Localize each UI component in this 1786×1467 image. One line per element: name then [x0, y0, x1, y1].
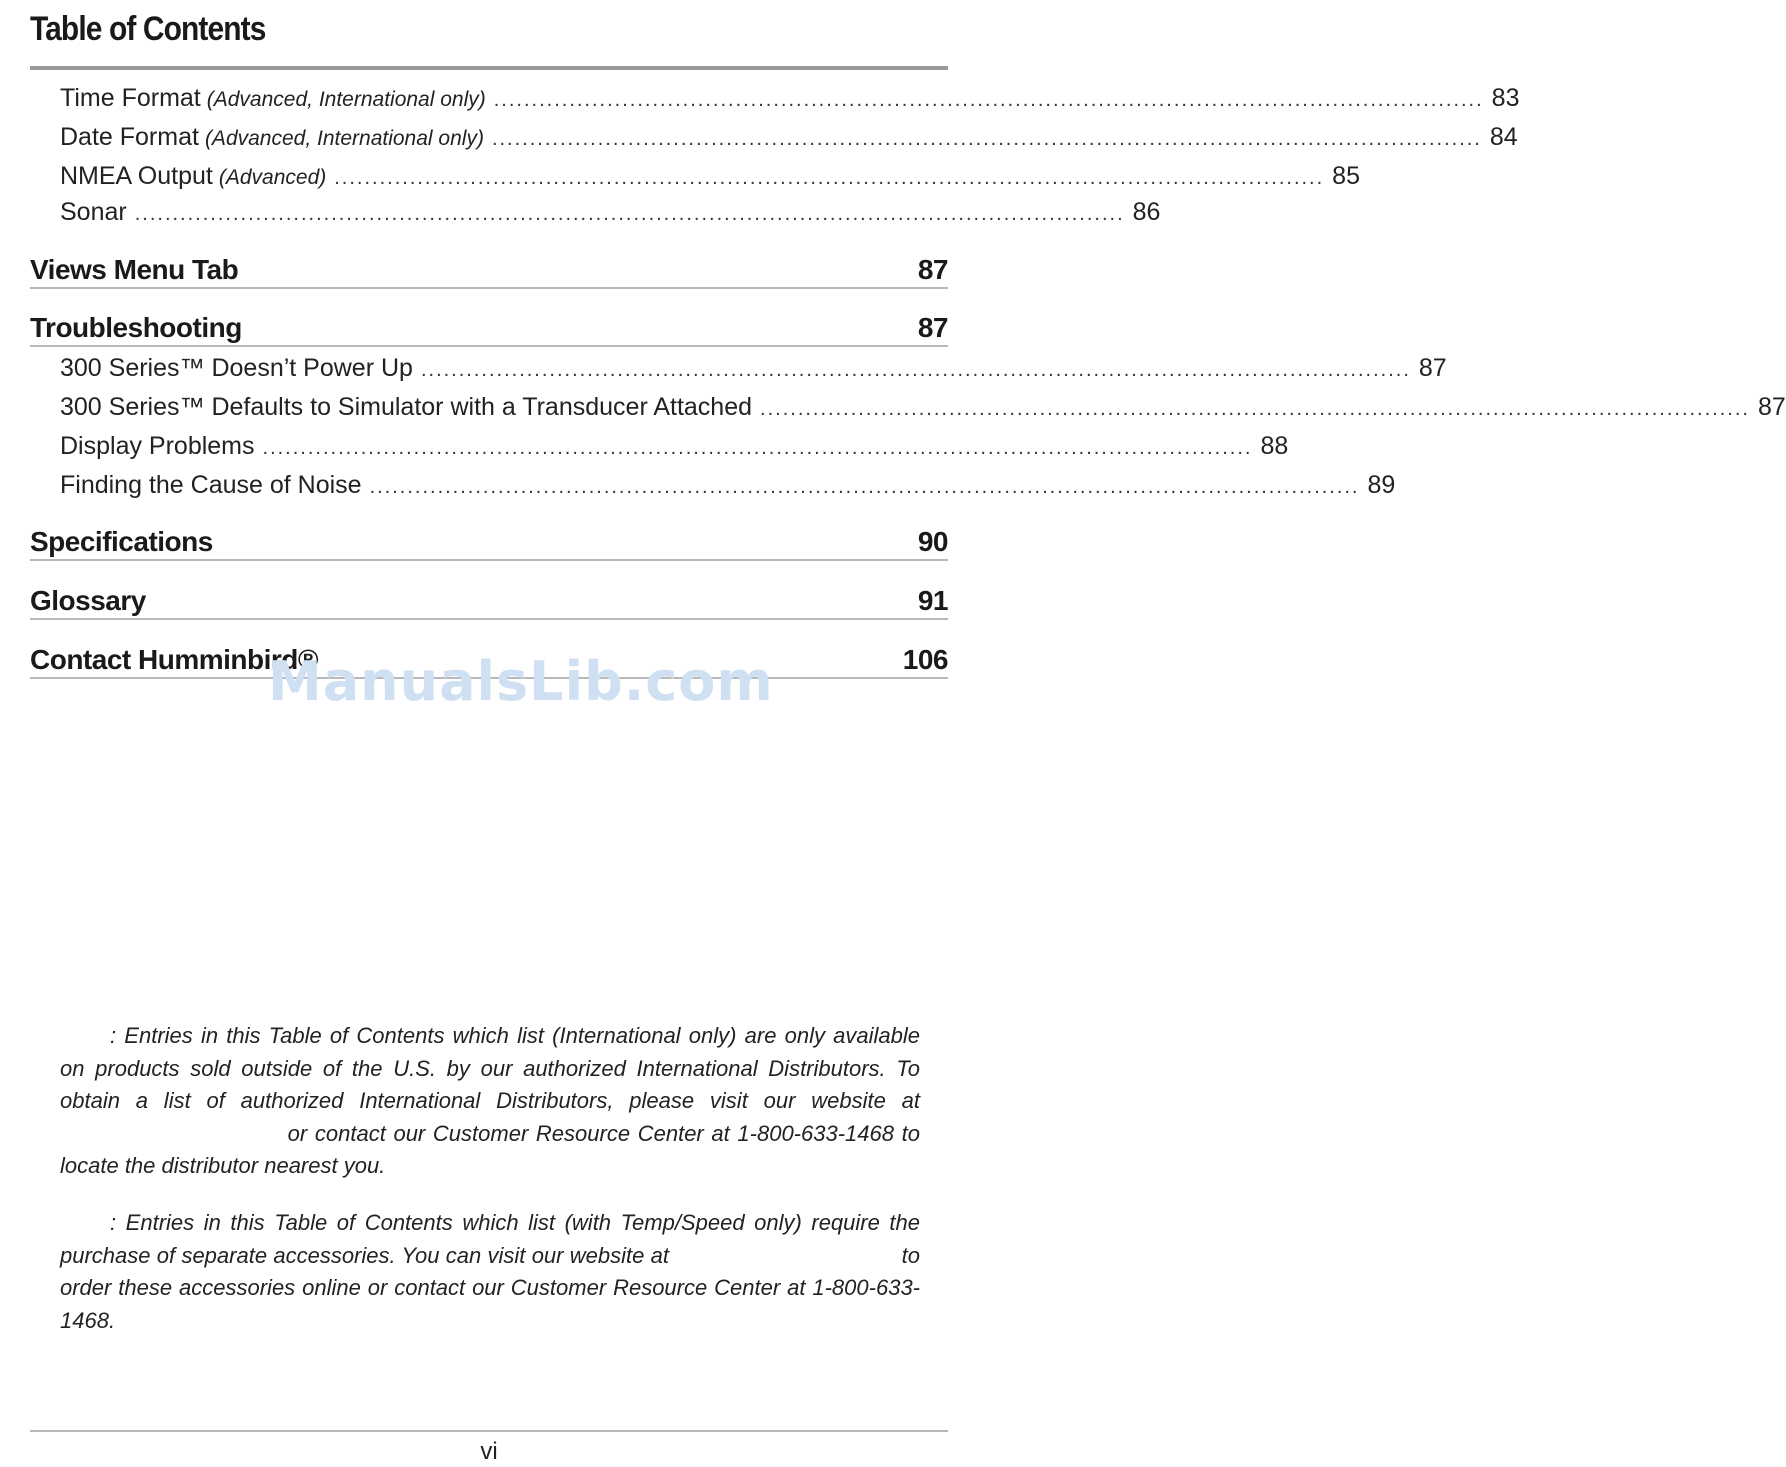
page-title: Table of Contents	[30, 10, 266, 48]
entry-note: (Advanced, International only)	[204, 127, 484, 150]
footer-divider	[30, 1430, 948, 1432]
section-divider	[30, 559, 948, 561]
leader-dots: ...................................................................................................................................	[760, 398, 1750, 420]
note-accessories	[60, 1207, 920, 1337]
entry-page-number: 85	[1332, 162, 1360, 190]
watermark: ManualsLib.com	[268, 650, 774, 713]
page-number: vi	[480, 1438, 498, 1465]
entry-page-number: 87	[1757, 393, 1786, 421]
section-divider	[30, 618, 948, 620]
toc-section-troubleshooting[interactable]	[30, 308, 948, 344]
toc-section-specifications[interactable]	[30, 522, 948, 558]
toc-entry-doesnt-power-up[interactable]	[60, 354, 1447, 386]
entry-label: 300 Series™ Defaults to Simulator with a Transducer Attached	[60, 393, 753, 421]
toc-entry-display-problems[interactable]	[60, 432, 1289, 464]
toc-entry-cause-of-noise[interactable]	[60, 471, 1396, 503]
section-divider	[30, 345, 948, 347]
entry-note: (Advanced, International only)	[206, 88, 486, 111]
section-page-number: 87	[917, 312, 948, 343]
title-divider	[30, 66, 948, 70]
entry-page-number: 84	[1489, 123, 1518, 151]
section-title: Glossary	[30, 585, 146, 616]
toc-entry-date-format[interactable]	[60, 123, 1518, 155]
entry-page-number: 83	[1491, 84, 1520, 112]
entry-note: (Advanced)	[218, 166, 327, 189]
entry-label: Date Format	[60, 123, 199, 151]
section-page-number: 91	[917, 585, 948, 616]
note-text: or contact our Customer Resource Center at 1-800-633-1468 to locate the distributor nearest you.	[60, 1120, 920, 1178]
leader-dots: ...................................................................................................................................	[369, 476, 1360, 498]
entry-page-number: 89	[1367, 471, 1396, 499]
entry-label: Time Format	[60, 84, 201, 112]
toc-entry-time-format[interactable]	[60, 84, 1520, 116]
entry-label: Finding the Cause of Noise	[60, 471, 362, 499]
note-text: : Entries in this Table of Contents which list (with Temp/Speed only) require the purchase of separate accessories. You can visit our website at	[60, 1210, 920, 1268]
entry-page-number: 86	[1132, 198, 1161, 226]
toc-entry-sonar[interactable]	[60, 198, 1161, 230]
section-page-number: 87	[917, 254, 948, 285]
section-divider	[30, 287, 948, 289]
section-title: Views Menu Tab	[30, 254, 239, 285]
toc-entry-nmea-output[interactable]	[60, 162, 1360, 194]
note-text: : Entries in this Table of Contents which list (International only) are only available on products sold outside of the U.S. by our authorized International Distributors. To obtain a list of authorized International Distributors, please visit our website at	[60, 1023, 920, 1113]
toc-entry-defaults-to-simulator[interactable]	[60, 393, 1786, 425]
entry-label: Sonar	[60, 198, 127, 226]
entry-label: 300 Series™ Doesn’t Power Up	[60, 354, 413, 382]
leader-dots: ...................................................................................................................................	[493, 89, 1484, 111]
leader-dots: ...................................................................................................................................	[491, 128, 1482, 150]
section-title: Contact Humminbird®	[30, 644, 319, 675]
note-international	[60, 1020, 920, 1183]
toc-section-views-menu-tab[interactable]	[30, 250, 948, 286]
entry-page-number: 87	[1418, 354, 1447, 382]
leader-dots: ...................................................................................................................................	[134, 203, 1125, 225]
section-page-number: 106	[902, 644, 948, 675]
entry-label: Display Problems	[60, 432, 255, 460]
toc-section-glossary[interactable]	[30, 581, 948, 617]
entry-page-number: 88	[1260, 432, 1289, 460]
note-text: to order these accessories online or contact our Customer Resource Center at 1-800-633-1468.	[60, 1242, 920, 1333]
section-title: Troubleshooting	[30, 312, 242, 343]
leader-dots: ...................................................................................................................................	[334, 167, 1325, 189]
section-page-number: 90	[917, 526, 948, 557]
section-title: Specifications	[30, 526, 213, 557]
entry-label: NMEA Output	[60, 162, 213, 190]
leader-dots: ...................................................................................................................................	[262, 437, 1253, 459]
leader-dots: ...................................................................................................................................	[420, 359, 1411, 381]
